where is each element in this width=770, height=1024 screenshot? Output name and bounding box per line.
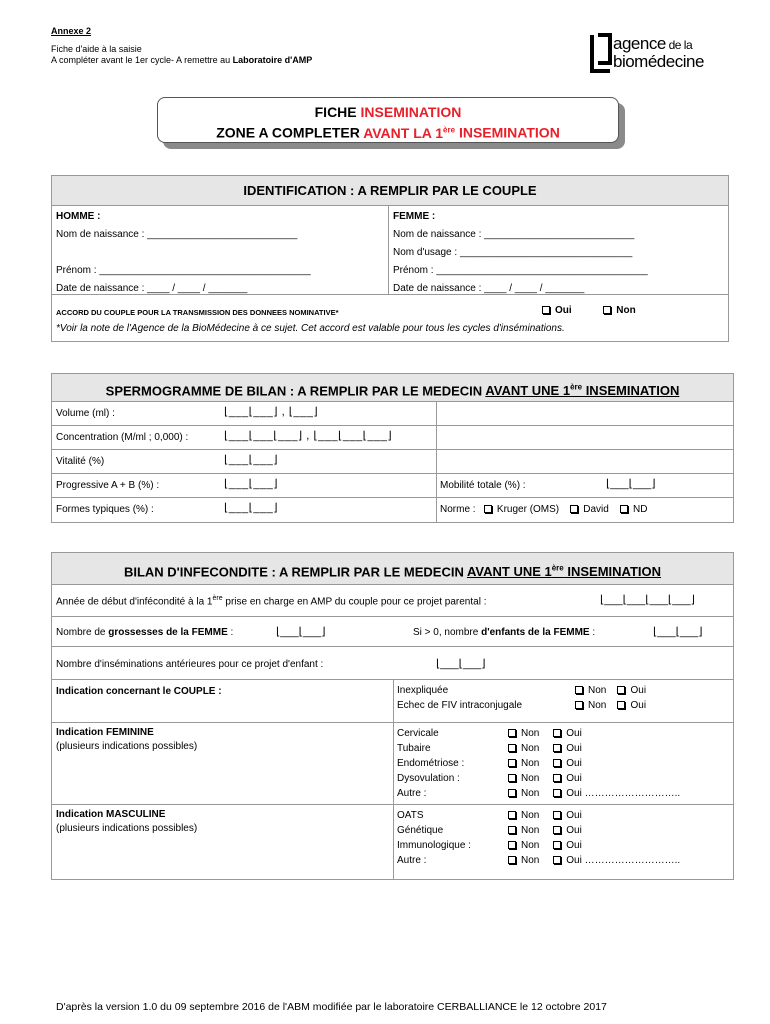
title-line-1: FICHE INSEMINATION bbox=[314, 104, 462, 120]
table-row bbox=[52, 474, 733, 498]
genetique-non-checkbox[interactable] bbox=[508, 826, 516, 834]
table-row bbox=[52, 450, 733, 474]
masculine-items bbox=[397, 808, 471, 868]
masculine-sub: (plusieurs indications possibles) bbox=[56, 823, 198, 834]
inseminations-input[interactable]: ⌊___⌊___⌋ bbox=[436, 658, 486, 670]
volume-input[interactable]: ⌊___⌊___⌋ , ⌊___⌋ bbox=[224, 406, 319, 418]
genetique-label: Génétique bbox=[397, 825, 444, 836]
annee-label: Année de début d'infécondité à la 1ère prise en charge en AMP du couple pour ce projet parental : bbox=[56, 595, 487, 608]
feminine-sub: (plusieurs indications possibles) bbox=[56, 741, 198, 752]
formes-label: Formes typiques (%) : bbox=[56, 504, 154, 515]
endometriose-oui-checkbox[interactable] bbox=[553, 759, 561, 767]
dysovulation-non-checkbox[interactable] bbox=[508, 774, 516, 782]
title-box bbox=[157, 97, 627, 151]
david-label: David bbox=[583, 504, 609, 515]
masculine-checkboxes: Non Oui Non Oui Non Oui Non Oui ……………………….. bbox=[508, 808, 680, 868]
femme-nom-field[interactable]: Nom de naissance : ___________________________ bbox=[393, 229, 635, 240]
autre-f-non-checkbox[interactable] bbox=[508, 789, 516, 797]
inseminations-label: Nombre d'inséminations antérieures pour ce projet d'enfant : bbox=[56, 659, 324, 670]
echec-non-checkbox[interactable] bbox=[575, 701, 583, 709]
echec-fiv-label: Echec de FIV intraconjugale bbox=[397, 700, 523, 711]
accord-oui-label: Oui bbox=[555, 305, 572, 316]
immunologique-oui-checkbox[interactable] bbox=[553, 841, 561, 849]
column-divider bbox=[436, 402, 437, 522]
accord-options bbox=[542, 305, 636, 316]
femme-prenom-field[interactable]: Prénom : ______________________________________ bbox=[393, 265, 648, 276]
inexpliquee-label: Inexpliquée bbox=[397, 685, 449, 696]
feminine-checkboxes: Non Oui Non Oui Non Oui Non Oui Non Oui ……………………….. bbox=[508, 726, 680, 801]
column-divider bbox=[393, 680, 394, 879]
divider bbox=[52, 294, 728, 295]
cervicale-label: Cervicale bbox=[397, 728, 439, 739]
autre-f-label: Autre : bbox=[397, 788, 427, 799]
feminine-items bbox=[397, 726, 464, 801]
oats-oui-checkbox[interactable] bbox=[553, 811, 561, 819]
title-box-content bbox=[157, 97, 619, 143]
mobilite-label: Mobilité totale (%) : bbox=[440, 480, 526, 491]
annee-row bbox=[52, 585, 733, 617]
inseminations-row bbox=[52, 647, 733, 680]
enfants-label: Si > 0, nombre d'enfants de la FEMME : bbox=[413, 627, 596, 638]
tubaire-non-checkbox[interactable] bbox=[508, 744, 516, 752]
title-line-2: ZONE A COMPLETER AVANT LA 1ère INSEMINATION bbox=[216, 124, 560, 141]
annee-input[interactable]: ⌊___⌊___⌊___⌊___⌋ bbox=[600, 594, 695, 606]
grossesses-input[interactable]: ⌊___⌊___⌋ bbox=[276, 626, 326, 638]
homme-spacer bbox=[56, 244, 384, 262]
logo-text-line-2: biomédecine bbox=[613, 52, 704, 71]
annexe-label: Annexe 2 bbox=[51, 26, 92, 36]
immunologique-label: Immunologique : bbox=[397, 840, 471, 851]
accord-oui-checkbox[interactable] bbox=[542, 306, 550, 314]
mobilite-input[interactable]: ⌊___⌊___⌋ bbox=[606, 478, 656, 490]
autre-f-oui-checkbox[interactable] bbox=[553, 789, 561, 797]
identification-section bbox=[51, 175, 729, 342]
agence-biomedecine-logo bbox=[590, 33, 750, 75]
homme-column bbox=[52, 206, 389, 294]
accord-note: *Voir la note de l'Agence de la BioMédecine à ce sujet. Cet accord est valable pour tous les cycles d'inséminations. bbox=[56, 323, 565, 334]
tubaire-label: Tubaire bbox=[397, 743, 431, 754]
feminine-label: Indication FEMININE bbox=[56, 727, 154, 738]
progressive-input[interactable]: ⌊___⌊___⌋ bbox=[224, 478, 279, 490]
norme-options bbox=[440, 504, 647, 515]
document-header bbox=[51, 26, 312, 66]
table-row bbox=[52, 498, 733, 522]
spermogramme-section bbox=[51, 373, 734, 523]
grossesses-row bbox=[52, 617, 733, 647]
femme-label: FEMME : bbox=[393, 211, 436, 222]
accord-label: ACCORD DU COUPLE POUR LA TRANSMISSION DES DONNEES NOMINATIVE* bbox=[56, 308, 339, 317]
bilan-title: BILAN D'INFECONDITE : A REMPLIR PAR LE MEDECIN AVANT UNE 1ère INSEMINATION bbox=[52, 553, 733, 585]
inexpliquee-oui-checkbox[interactable] bbox=[617, 686, 625, 694]
logo-text-line-1: agence de la bbox=[613, 34, 693, 53]
table-row bbox=[52, 402, 733, 426]
autre-m-non-checkbox[interactable] bbox=[508, 856, 516, 864]
footer-note: D'après la version 1.0 du 09 septembre 2016 de l'ABM modifiée par le laboratoire CERBALLIANCE le 12 octobre 2017 bbox=[56, 1001, 607, 1013]
formes-input[interactable]: ⌊___⌊___⌋ bbox=[224, 502, 279, 514]
femme-date-field[interactable]: Date de naissance : ____ / ____ / _______ bbox=[393, 283, 585, 294]
femme-usage-field[interactable]: Nom d'usage : _______________________________ bbox=[393, 247, 633, 258]
grossesses-label: Nombre de grossesses de la FEMME : bbox=[56, 627, 234, 638]
immunologique-non-checkbox[interactable] bbox=[508, 841, 516, 849]
cervicale-non-checkbox[interactable] bbox=[508, 729, 516, 737]
concentration-input[interactable]: ⌊___⌊___⌊___⌋ , ⌊___⌊___⌊___⌋ bbox=[224, 430, 393, 442]
autre-m-oui-checkbox[interactable] bbox=[553, 856, 561, 864]
femme-column bbox=[389, 206, 729, 294]
norme-label: Norme : bbox=[440, 504, 476, 515]
progressive-label: Progressive A + B (%) : bbox=[56, 480, 160, 491]
endometriose-non-checkbox[interactable] bbox=[508, 759, 516, 767]
echec-oui-checkbox[interactable] bbox=[617, 701, 625, 709]
autre-m-label: Autre : bbox=[397, 855, 427, 866]
identification-title: IDENTIFICATION : A REMPLIR PAR LE COUPLE bbox=[52, 176, 728, 206]
couple-items bbox=[397, 683, 522, 713]
tubaire-oui-checkbox[interactable] bbox=[553, 744, 561, 752]
nd-label: ND bbox=[632, 504, 648, 515]
genetique-oui-checkbox[interactable] bbox=[553, 826, 561, 834]
kruger-label: Kruger (OMS) bbox=[496, 504, 560, 515]
homme-nom-field[interactable]: Nom de naissance : ___________________________ bbox=[56, 229, 298, 240]
inexpliquee-non-checkbox[interactable] bbox=[575, 686, 583, 694]
vitalite-input[interactable]: ⌊___⌊___⌋ bbox=[224, 454, 279, 466]
nd-checkbox[interactable] bbox=[620, 505, 628, 513]
david-checkbox[interactable] bbox=[570, 505, 578, 513]
couple-label: Indication concernant le COUPLE : bbox=[56, 686, 222, 697]
dysovulation-label: Dysovulation : bbox=[397, 773, 460, 784]
header-line-1: Fiche d'aide à la saisie bbox=[51, 44, 142, 54]
cervicale-oui-checkbox[interactable] bbox=[553, 729, 561, 737]
table-row bbox=[52, 426, 733, 450]
oats-non-checkbox[interactable] bbox=[508, 811, 516, 819]
oats-label: OATS bbox=[397, 810, 424, 821]
volume-label: Volume (ml) : bbox=[56, 408, 115, 419]
accord-non-checkbox[interactable] bbox=[603, 306, 611, 314]
kruger-checkbox[interactable] bbox=[484, 505, 492, 513]
enfants-input[interactable]: ⌊___⌊___⌋ bbox=[653, 626, 703, 638]
homme-prenom-field[interactable]: Prénom : ______________________________________ bbox=[56, 265, 311, 276]
accord-non-label: Non bbox=[616, 305, 636, 316]
logo-mark-icon bbox=[590, 33, 612, 73]
vitalite-label: Vitalité (%) bbox=[56, 456, 105, 467]
concentration-label: Concentration (M/ml ; 0,000) : bbox=[56, 432, 189, 443]
spermogramme-title: SPERMOGRAMME DE BILAN : A REMPLIR PAR LE MEDECIN AVANT UNE 1ère INSEMINATION bbox=[52, 374, 733, 402]
homme-date-field[interactable]: Date de naissance : ____ / ____ / _______ bbox=[56, 283, 248, 294]
couple-checkboxes: Non Oui Non Oui bbox=[575, 683, 646, 713]
header-line-2: A compléter avant le 1er cycle- A remettre au Laboratoire d'AMP bbox=[51, 55, 313, 65]
masculine-label: Indication MASCULINE bbox=[56, 809, 166, 820]
endometriose-label: Endométriose : bbox=[397, 758, 465, 769]
homme-label: HOMME : bbox=[56, 211, 101, 222]
dysovulation-oui-checkbox[interactable] bbox=[553, 774, 561, 782]
bilan-section bbox=[51, 552, 734, 880]
